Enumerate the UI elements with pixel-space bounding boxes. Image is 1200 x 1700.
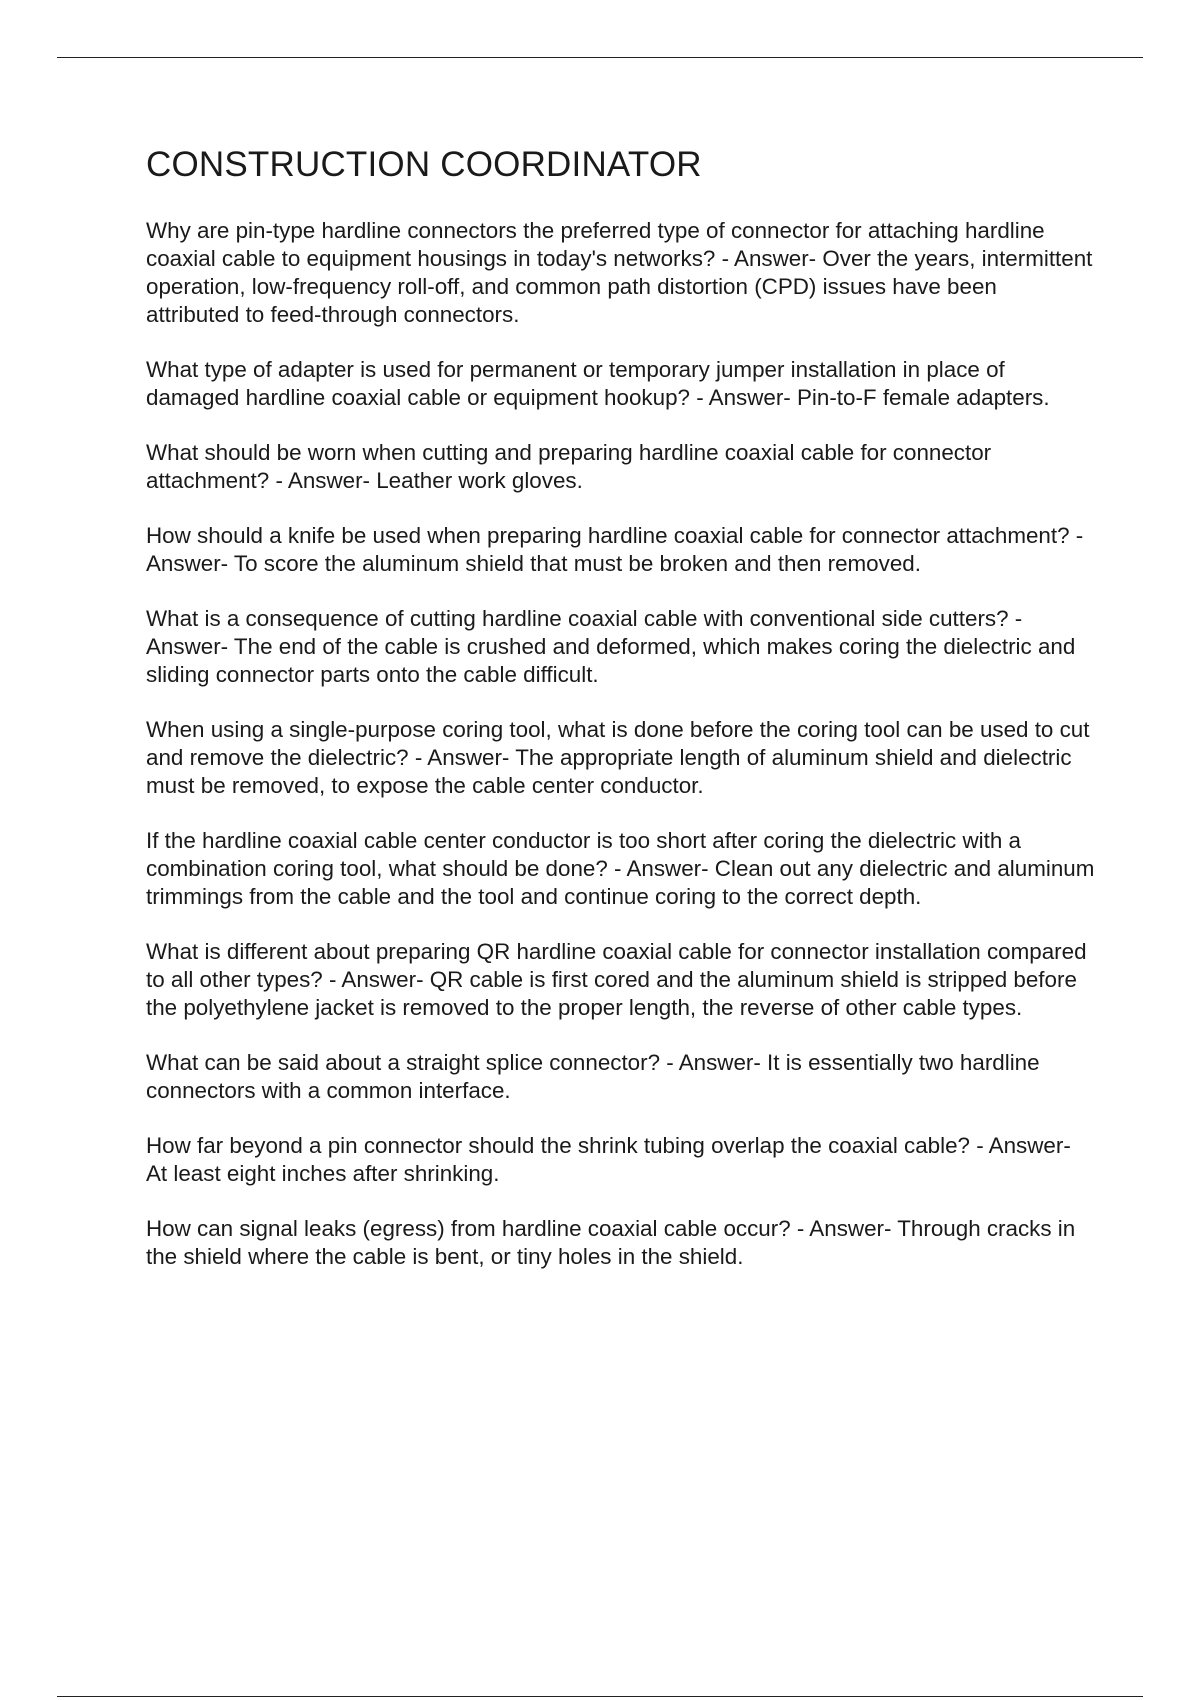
- qa-item: How can signal leaks (egress) from hardline coaxial cable occur? - Answer- Through cracks in the shield where the cable is bent, or tiny holes in the shield.: [146, 1216, 1076, 1269]
- qa-item: When using a single-purpose coring tool, what is done before the coring tool can be used to cut and remove the dielectric? - Answer- The appropriate length of aluminum shield and dielectric must be removed, to expose the cable center conductor.: [146, 717, 1090, 798]
- bottom-rule: [57, 1696, 1143, 1697]
- qa-item: What should be worn when cutting and preparing hardline coaxial cable for connector attachment? - Answer- Leather work gloves.: [146, 440, 992, 493]
- document-body: [146, 143, 1096, 1298]
- qa-item: If the hardline coaxial cable center conductor is too short after coring the dielectric with a combination coring tool, what should be done? - Answer- Clean out any dielectric and aluminum trimmings from the cable and the tool and continue coring to the correct depth.: [146, 828, 1095, 909]
- qa-item: What type of adapter is used for permanent or temporary jumper installation in place of damaged hardline coaxial cable or equipment hookup? - Answer- Pin-to-F female adapters.: [146, 357, 1050, 410]
- top-rule: [57, 57, 1143, 58]
- qa-item: What is different about preparing QR hardline coaxial cable for connector installation compared to all other types? - Answer- QR cable is first cored and the aluminum shield is stripped before the polyethylene jacket is removed to the proper length, the reverse of other cable types.: [146, 939, 1087, 1020]
- qa-item: What can be said about a straight splice connector? - Answer- It is essentially two hardline connectors with a common interface.: [146, 1050, 1040, 1103]
- page-title: CONSTRUCTION COORDINATOR: [146, 145, 702, 184]
- qa-item: How should a knife be used when preparing hardline coaxial cable for connector attachment? - Answer- To score the aluminum shield that must be broken and then removed.: [146, 523, 1084, 576]
- qa-item: How far beyond a pin connector should the shrink tubing overlap the coaxial cable? - Answer- At least eight inches after shrinking.: [146, 1133, 1071, 1186]
- qa-item: Why are pin-type hardline connectors the preferred type of connector for attaching hardline coaxial cable to equipment housings in today's networks? - Answer- Over the years, intermittent operation, low-frequency roll-off, and common path distortion (CPD) issues have been attributed to feed-through connectors.: [146, 218, 1093, 327]
- qa-item: What is a consequence of cutting hardline coaxial cable with conventional side cutters? - Answer- The end of the cable is crushed and deformed, which makes coring the dielectric and sliding connector parts onto the cable difficult.: [146, 606, 1076, 687]
